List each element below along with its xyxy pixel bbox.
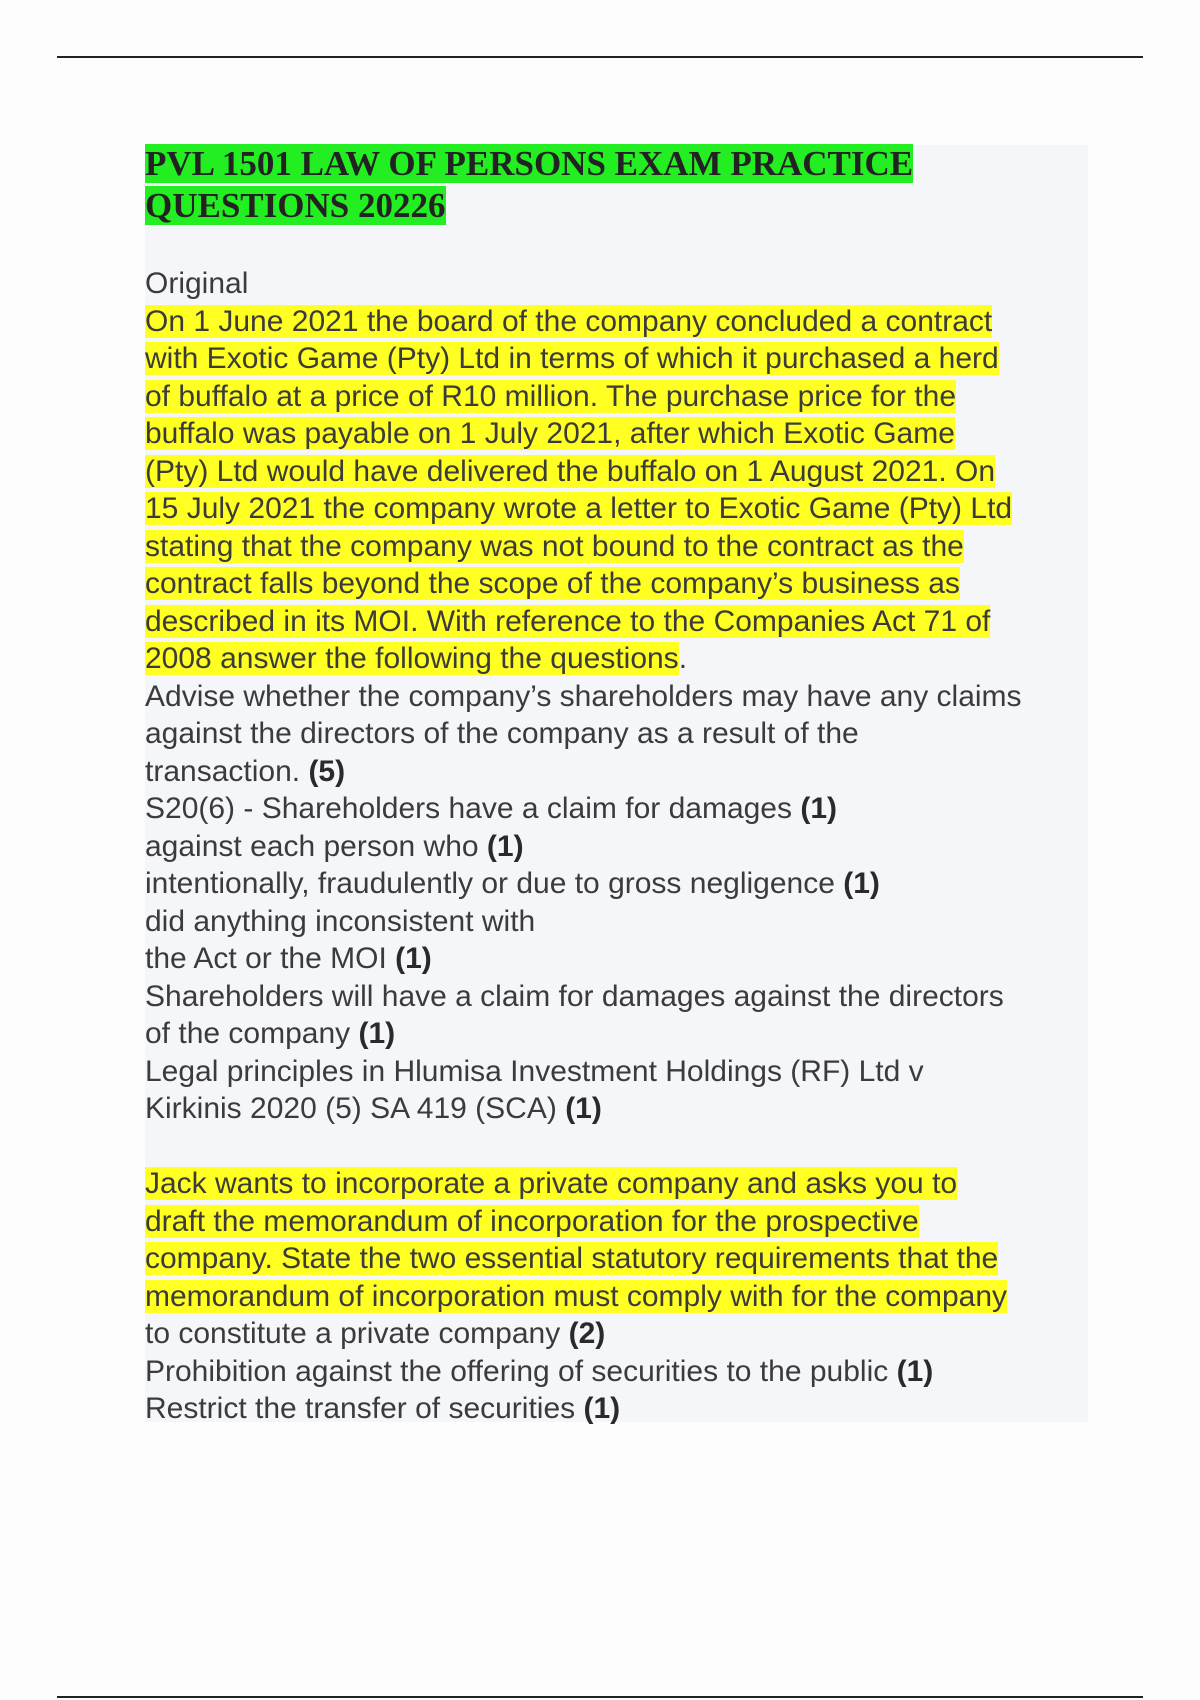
question-line: company. State the two essential statutory requirements that the (145, 1242, 999, 1275)
scenario-line: contract falls beyond the scope of the company’s business as (145, 567, 960, 600)
scenario-line: described in its MOI. With reference to the Companies Act 71 of (145, 604, 991, 638)
scenario-line: with Exotic Game (Pty) Ltd in terms of which it purchased a herd (145, 342, 999, 375)
section-label: Original (145, 267, 249, 300)
question-line: against the directors of the company as a result of the (145, 717, 859, 750)
scenario-line: buffalo was payable on 1 July 2021, after which Exotic Game (145, 417, 955, 450)
marks: (1) (843, 867, 880, 900)
scenario-line: 2008 answer the following the questions. (145, 642, 688, 675)
question-line: Jack wants to incorporate a private company and asks you to (145, 1167, 958, 1200)
document-title (145, 143, 1088, 227)
scenario-line: 15 July 2021 the company wrote a letter to Exotic Game (Pty) Ltd (145, 492, 1013, 525)
marks: (1) (800, 792, 838, 825)
scenario-line: On 1 June 2021 the board of the company concluded a contract (145, 304, 993, 338)
paragraph-gap (145, 1128, 1088, 1166)
answer-line: did anything inconsistent with (145, 904, 536, 938)
header-rule (57, 56, 1143, 58)
title-line: QUESTIONS 20226 (145, 186, 446, 225)
answer-line: S20(6) - Shareholders have a claim for damages (1) (145, 792, 838, 825)
footer-rule (57, 1696, 1143, 1698)
scenario-line: of buffalo at a price of R10 million. The purchase price for the (145, 379, 957, 413)
marks: (1) (486, 829, 524, 863)
scenario-line: stating that the company was not bound to the contract as the (145, 529, 964, 563)
answer-line: Restrict the transfer of securities (1) (145, 1392, 621, 1425)
marks: (1) (583, 1392, 621, 1425)
question-line: memorandum of incorporation must comply with for the company (145, 1279, 1008, 1313)
answer-line: Prohibition against the offering of securities to the public (1) (145, 1354, 934, 1388)
document-body (145, 265, 1088, 1428)
title-line: PVL 1501 LAW OF PERSONS EXAM PRACTICE (145, 144, 914, 183)
marks: (5) (308, 754, 346, 788)
answer-line: of the company (1) (145, 1017, 396, 1050)
question-line: transaction. (5) (145, 754, 346, 788)
answer-line: Kirkinis 2020 (5) SA 419 (SCA) (1) (145, 1092, 602, 1125)
answer-line: against each person who (1) (145, 829, 524, 863)
question-line: draft the memorandum of incorporation for the prospective (145, 1204, 919, 1238)
marks: (1) (896, 1354, 934, 1388)
marks: (1) (395, 942, 432, 975)
answer-line: the Act or the MOI (1) (145, 942, 432, 975)
marks: (2) (568, 1317, 606, 1350)
answer-line: intentionally, fraudulently or due to gross negligence (1) (145, 867, 880, 900)
marks: (1) (565, 1092, 602, 1125)
answer-line: Shareholders will have a claim for damages against the directors (145, 979, 1004, 1013)
question-line: Advise whether the company’s shareholders may have any claims (145, 679, 1022, 713)
answer-line: Legal principles in Hlumisa Investment Holdings (RF) Ltd v (145, 1054, 924, 1088)
question-line: to constitute a private company (2) (145, 1317, 606, 1350)
marks: (1) (358, 1017, 396, 1050)
scenario-line: (Pty) Ltd would have delivered the buffalo on 1 August 2021. On (145, 454, 996, 488)
